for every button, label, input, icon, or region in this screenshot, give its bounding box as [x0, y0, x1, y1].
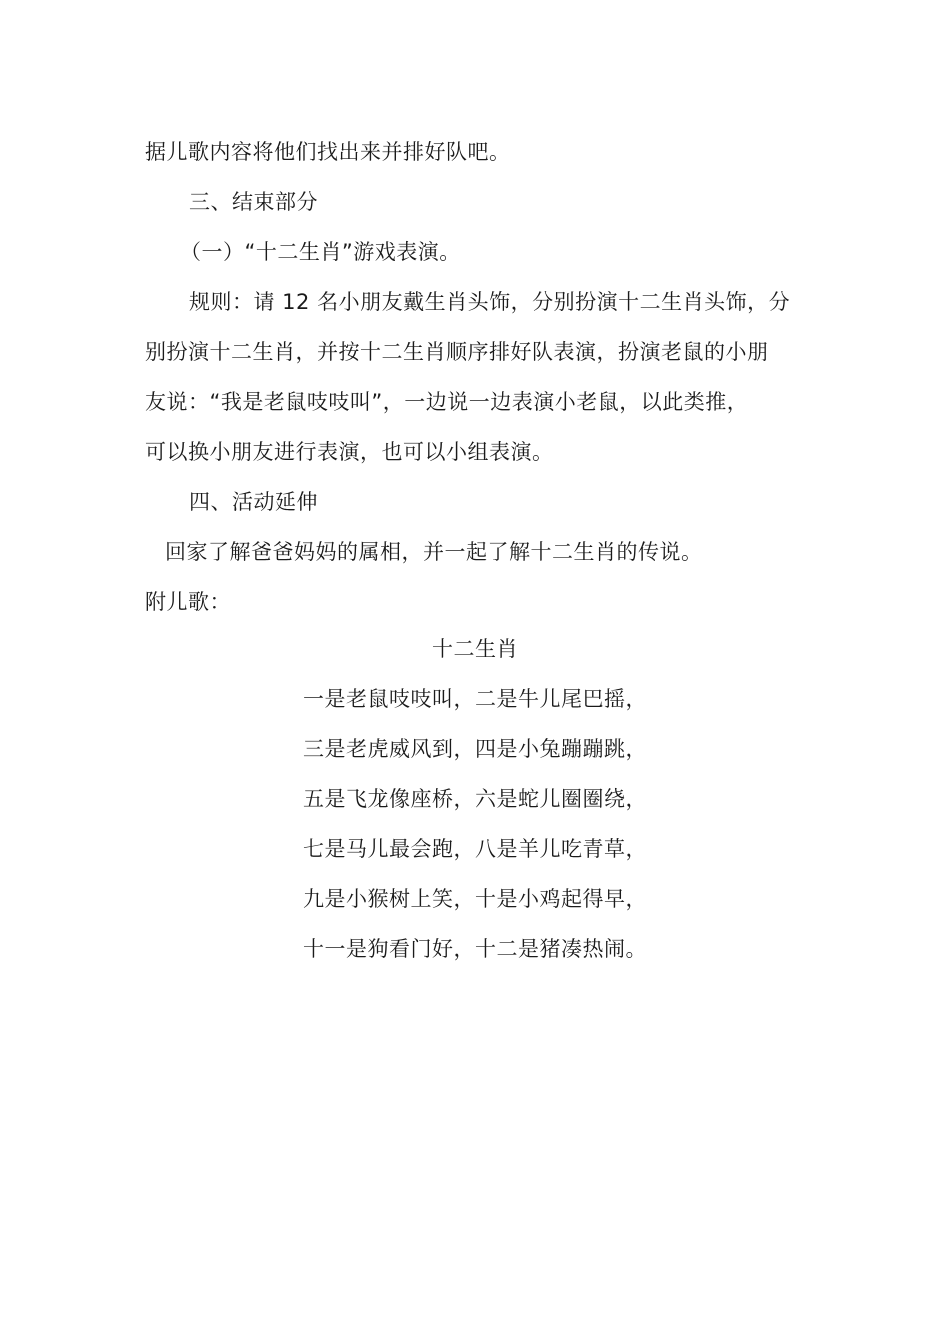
sub-heading: （一）“十二生肖”游戏表演。 [180, 240, 461, 264]
paragraph-line: 附儿歌： [145, 590, 231, 614]
paragraph-line: 可以换小朋友进行表演，也可以小组表演。 [145, 440, 554, 464]
section-heading: 四、活动延伸 [189, 490, 318, 514]
section-heading: 三、结束部分 [189, 190, 318, 214]
paragraph-line: 回家了解爸爸妈妈的属相，并一起了解十二生肖的传说。 [165, 540, 703, 564]
poem-line: 一是老鼠吱吱叫，二是牛儿尾巴摇， [303, 687, 647, 711]
paragraph-line: 友说：“我是老鼠吱吱叫”，一边说一边表演小老鼠，以此类推， [145, 390, 749, 414]
poem-line: 五是飞龙像座桥，六是蛇儿圈圈绕， [303, 787, 647, 811]
poem-line: 七是马儿最会跑，八是羊儿吃青草， [303, 837, 647, 861]
poem-line: 三是老虎威风到，四是小兔蹦蹦跳， [303, 737, 647, 761]
paragraph-line: 规则：请 12 名小朋友戴生肖头饰，分别扮演十二生肖头饰，分 [189, 290, 791, 314]
paragraph-line: 别扮演十二生肖，并按十二生肖顺序排好队表演，扮演老鼠的小朋 [145, 340, 769, 364]
poem-title: 十二生肖 [432, 637, 518, 661]
poem-line: 九是小猴树上笑，十是小鸡起得早， [303, 887, 647, 911]
paragraph-line: 据儿歌内容将他们找出来并排好队吧。 [145, 140, 511, 164]
poem-line: 十一是狗看门好，十二是猪凑热闹。 [303, 937, 647, 961]
